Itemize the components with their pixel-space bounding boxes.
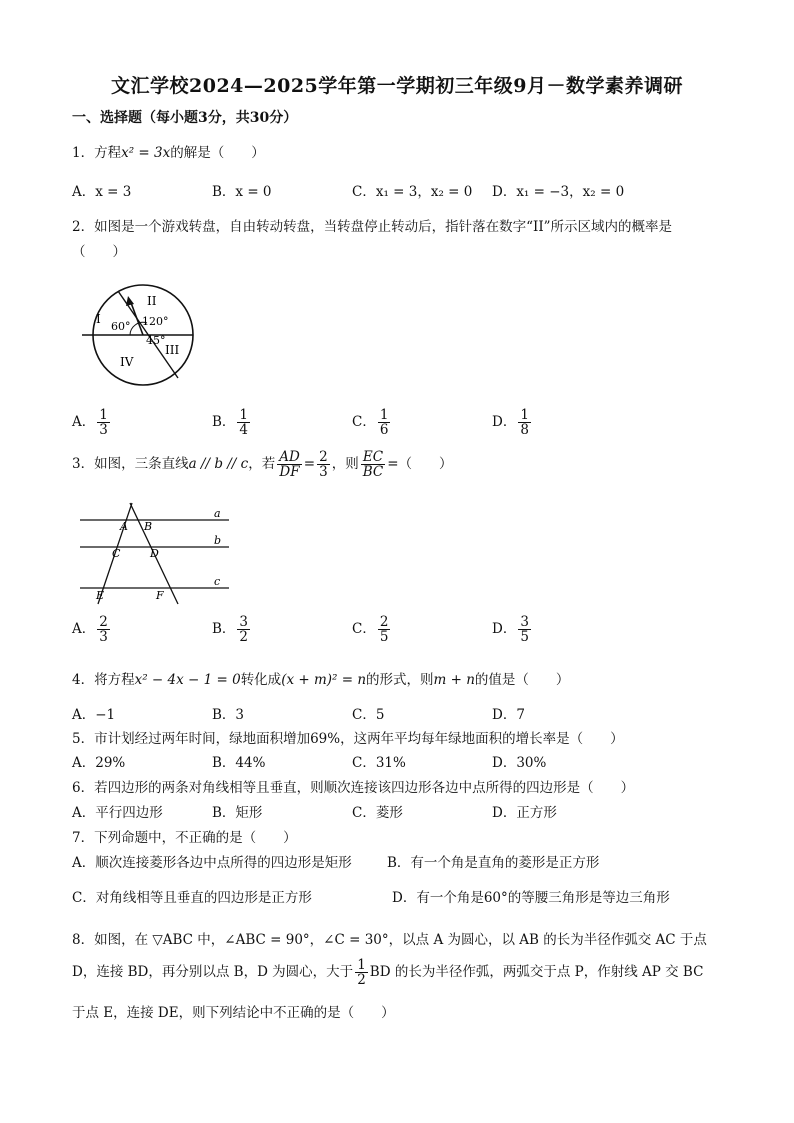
q1-option-c[interactable]: C．x₁ = 3，x₂ = 0 <box>352 184 473 200</box>
parallel-lines-notation: a // b // c <box>188 456 249 473</box>
point-a-label: A <box>120 520 128 533</box>
q6-option-d[interactable]: D．正方形 <box>492 805 557 821</box>
q5-option-c[interactable]: C．31% <box>352 755 406 771</box>
q4-option-b[interactable]: B．3 <box>212 707 245 723</box>
point-c-label: C <box>112 547 121 560</box>
section-heading: 一、选择题（每小题3分，共30分） <box>72 110 298 126</box>
question-7-stem: 7．下列命题中，不正确的是（ ） <box>72 830 297 846</box>
spinner-label-1: I <box>96 312 101 326</box>
question-6-stem: 6．若四边形的两条对角线相等且垂直，则顺次连接该四边形各边中点所得的四边形是（ ） <box>72 780 635 796</box>
angle-label-45: 45° <box>146 334 166 347</box>
q3-option-a[interactable]: A． $\frac{2}{3}$ <box>72 614 108 646</box>
q1-stem-post: 的解是（ ） <box>170 145 265 161</box>
spinner-label-4: IV <box>120 355 134 369</box>
point-b-label: B <box>144 520 153 533</box>
q5-option-d[interactable]: D．30% <box>492 755 547 771</box>
question-2-stem-line1: 2．如图是一个游戏转盘，自由转动转盘，当转盘停止转动后，指针落在数字“II”所示区域内的概率是 <box>72 219 673 235</box>
spinner-label-2: II <box>147 294 157 308</box>
question-4-stem: 4．将方程x² − 4x − 1 = 0转化成(x + m)² = n的形式，则m + n的值是（ ） <box>72 672 570 688</box>
page-title: 文汇学校2024—2025学年第一学期初三年级9月－数学素养调研 <box>111 75 683 97</box>
angle-label-120: 120° <box>142 315 169 328</box>
question-8-stem-line3: 于点 E，连接 DE，则下列结论中不正确的是（ ） <box>72 1005 395 1021</box>
question-3-stem: 3．如图，三条直线a // b // c，若 $\frac{AD}{DF}$ = $\frac{2}{3}$ ，则 $\frac{EC}{BC}$ =（ ） <box>72 449 453 481</box>
q2-option-d[interactable]: D． $\frac{1}{8}$ <box>492 407 529 439</box>
q7-option-c[interactable]: C．对角线相等且垂直的四边形是正方形 <box>72 890 312 906</box>
question-2-stem-line2: （ ） <box>72 244 126 260</box>
q6-option-b[interactable]: B．矩形 <box>212 805 263 821</box>
point-f-label: F <box>156 589 164 602</box>
question-1-stem <box>72 141 265 161</box>
q4-option-a[interactable]: A．−1 <box>72 707 116 723</box>
angle-label-60: 60° <box>111 320 131 333</box>
q6-option-c[interactable]: C．菱形 <box>352 805 403 821</box>
question-5-stem: 5．市计划经过两年时间，绿地面积增加69%，这两年平均每年绿地面积的增长率是（ ） <box>72 731 624 747</box>
q6-option-a[interactable]: A．平行四边形 <box>72 805 163 821</box>
q2-option-c[interactable]: C． $\frac{1}{6}$ <box>352 407 389 439</box>
q1-stem-pre: 1．方程 <box>72 145 122 161</box>
q1-equation: x² = 3x <box>121 145 171 161</box>
q1-option-d[interactable]: D．x₁ = −3，x₂ = 0 <box>492 184 625 200</box>
parallel-lines-figure <box>74 500 234 608</box>
spinner-figure <box>68 278 200 390</box>
q7-option-a[interactable]: A．顺次连接菱形各边中点所得的四边形是矩形 <box>72 855 352 871</box>
q3-option-b[interactable]: B． $\frac{3}{2}$ <box>212 614 249 646</box>
pointer-arrowhead-icon <box>126 296 134 306</box>
point-d-label: D <box>150 547 159 560</box>
q7-option-d[interactable]: D．有一个角是60°的等腰三角形是等边三角形 <box>392 890 670 906</box>
q4-option-c[interactable]: C．5 <box>352 707 385 723</box>
q1-option-a[interactable]: A．x = 3 <box>72 184 132 200</box>
q5-option-a[interactable]: A．29% <box>72 755 126 771</box>
q4-option-d[interactable]: D．7 <box>492 707 525 723</box>
q2-option-b[interactable]: B． $\frac{1}{4}$ <box>212 407 249 439</box>
q5-option-b[interactable]: B．44% <box>212 755 266 771</box>
q7-option-b[interactable]: B．有一个角是直角的菱形是正方形 <box>387 855 600 871</box>
line-b-label: b <box>214 534 222 547</box>
point-e-label: E <box>96 589 105 602</box>
question-8-stem-line2: D，连接 BD，再分别以点 B，D 为圆心，大于 $\frac{1}{2}$ BD 的长为半径作弧，两弧交于点 P，作射线 AP 交 BC <box>72 957 704 989</box>
spinner-label-3: III <box>165 343 180 357</box>
line-a-label: a <box>214 507 221 520</box>
q2-option-a[interactable]: A． $\frac{1}{3}$ <box>72 407 108 439</box>
question-8-stem-line1: 8．如图，在 ▽ABC 中，∠ABC = 90°，∠C = 30°，以点 A 为圆心，以 AB 的长为半径作弧交 AC 于点 <box>72 932 707 948</box>
q3-option-c[interactable]: C． $\frac{2}{5}$ <box>352 614 389 646</box>
line-c-label: c <box>214 575 221 588</box>
q1-option-b[interactable]: B．x = 0 <box>212 184 272 200</box>
q3-option-d[interactable]: D． $\frac{3}{5}$ <box>492 614 529 646</box>
